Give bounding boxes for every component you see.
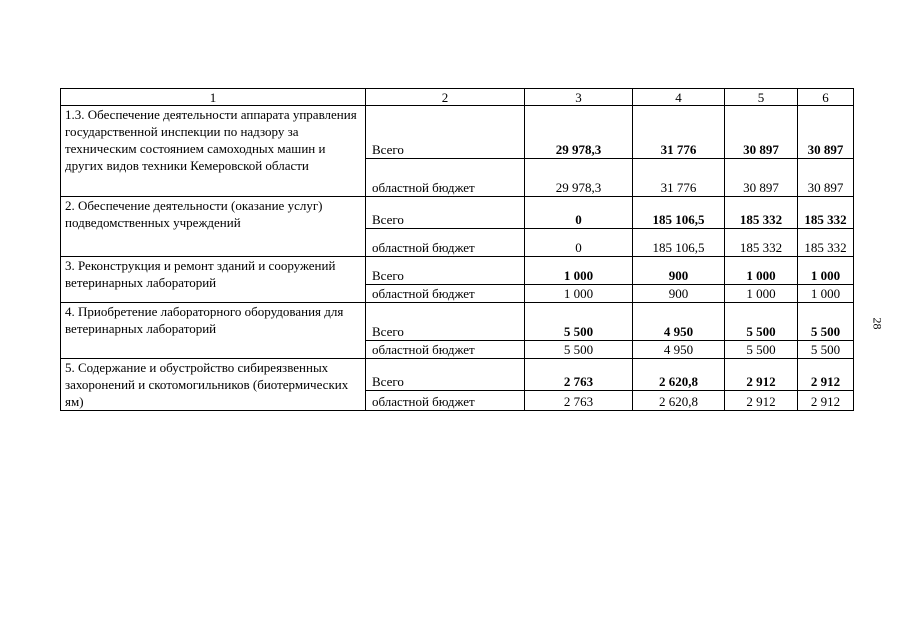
column-header: 2 (366, 89, 525, 106)
funding-source: областной бюджет (366, 285, 525, 303)
program-name: 2. Обеспечение деятельности (оказание услуг) подведомственных учреждений (61, 197, 366, 257)
funding-source: Всего (366, 106, 525, 159)
value-cell: 1 000 (525, 257, 633, 285)
value-cell: 5 500 (525, 341, 633, 359)
program-name: 5. Содержание и обустройство сибиреязвенных захоронений и скотомогильников (биотермических ям) (61, 359, 366, 411)
value-cell: 4 950 (633, 341, 725, 359)
funding-source: Всего (366, 257, 525, 285)
value-cell: 185 332 (725, 229, 798, 257)
program-name: 1.3. Обеспечение деятельности аппарата управления государственной инспекции по надзору за техническим состоянием самоходных машин и других видов техники Кемеровской области (61, 106, 366, 197)
value-cell: 5 500 (525, 303, 633, 341)
table-header-row (61, 89, 854, 106)
value-cell: 5 500 (725, 303, 798, 341)
column-header: 6 (798, 89, 854, 106)
value-cell: 2 912 (798, 391, 854, 411)
value-cell: 2 763 (525, 391, 633, 411)
value-cell: 1 000 (725, 257, 798, 285)
program-name: 3. Реконструкция и ремонт зданий и сооружений ветеринарных лабораторий (61, 257, 366, 303)
column-header: 3 (525, 89, 633, 106)
value-cell: 0 (525, 229, 633, 257)
value-cell: 29 978,3 (525, 106, 633, 159)
value-cell: 30 897 (725, 159, 798, 197)
column-header: 5 (725, 89, 798, 106)
value-cell: 900 (633, 257, 725, 285)
funding-source: областной бюджет (366, 391, 525, 411)
value-cell: 185 106,5 (633, 229, 725, 257)
table-row (61, 106, 854, 159)
column-header: 4 (633, 89, 725, 106)
value-cell: 185 106,5 (633, 197, 725, 229)
value-cell: 185 332 (798, 229, 854, 257)
program-name: 4. Приобретение лабораторного оборудования для ветеринарных лабораторий (61, 303, 366, 359)
value-cell: 2 620,8 (633, 391, 725, 411)
value-cell: 2 763 (525, 359, 633, 391)
value-cell: 2 912 (725, 359, 798, 391)
value-cell: 0 (525, 197, 633, 229)
column-header: 1 (61, 89, 366, 106)
value-cell: 1 000 (798, 285, 854, 303)
funding-source: областной бюджет (366, 341, 525, 359)
value-cell: 30 897 (798, 106, 854, 159)
table-row (61, 359, 854, 391)
table-row (61, 257, 854, 285)
value-cell: 5 500 (798, 303, 854, 341)
value-cell: 1 000 (798, 257, 854, 285)
value-cell: 185 332 (798, 197, 854, 229)
funding-source: Всего (366, 359, 525, 391)
value-cell: 5 500 (798, 341, 854, 359)
value-cell: 29 978,3 (525, 159, 633, 197)
value-cell: 30 897 (798, 159, 854, 197)
value-cell: 2 912 (725, 391, 798, 411)
value-cell: 31 776 (633, 106, 725, 159)
page-number: 28 (870, 317, 885, 330)
value-cell: 30 897 (725, 106, 798, 159)
funding-source: Всего (366, 303, 525, 341)
value-cell: 1 000 (525, 285, 633, 303)
value-cell: 1 000 (725, 285, 798, 303)
funding-source: областной бюджет (366, 159, 525, 197)
value-cell: 900 (633, 285, 725, 303)
budget-table (60, 88, 854, 411)
value-cell: 2 912 (798, 359, 854, 391)
value-cell: 5 500 (725, 341, 798, 359)
value-cell: 4 950 (633, 303, 725, 341)
table-row (61, 303, 854, 341)
table-row (61, 197, 854, 229)
funding-source: Всего (366, 197, 525, 229)
value-cell: 185 332 (725, 197, 798, 229)
value-cell: 31 776 (633, 159, 725, 197)
funding-source: областной бюджет (366, 229, 525, 257)
value-cell: 2 620,8 (633, 359, 725, 391)
